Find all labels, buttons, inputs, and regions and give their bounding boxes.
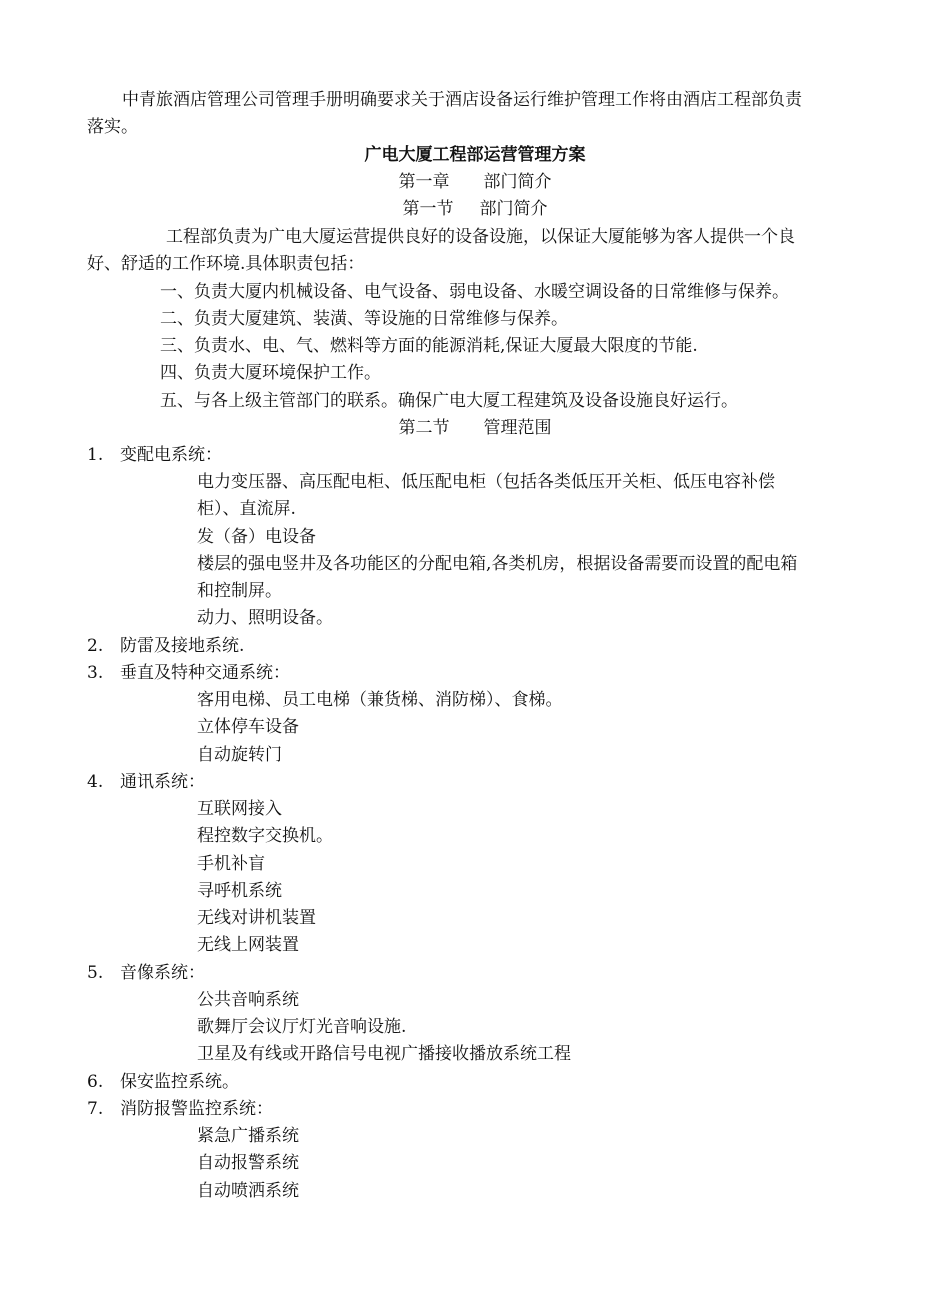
duty-item: 二、负责大厦建筑、装潢、等设施的日常维修与保养。 xyxy=(160,309,568,329)
section-1-para-line-2: 好、舒适的工作环境.具体职责包括： xyxy=(87,254,365,274)
sub-item: 客用电梯、员工电梯（兼货梯、消防梯）、食梯。 xyxy=(197,690,563,710)
section-2-heading xyxy=(0,418,950,440)
document-title: 广电大厦工程部运营管理方案 xyxy=(364,145,586,165)
list-item xyxy=(0,1099,950,1121)
section-1-para-line-1: 工程部负责为广电大厦运营提供良好的设备设施，以保证大厦能够为客人提供一个良 xyxy=(166,227,795,247)
sub-item: 柜）、直流屏. xyxy=(197,499,296,519)
duty-item: 一、负责大厦内机械设备、电气设备、弱电设备、水暖空调设备的日常维修与保养。 xyxy=(160,282,789,302)
list-item-title: 消防报警监控系统： xyxy=(120,1099,273,1119)
sub-item: 互联网接入 xyxy=(197,799,282,819)
list-item-title: 音像系统： xyxy=(120,963,205,983)
sub-item: 程控数字交换机。 xyxy=(197,826,333,846)
list-item-number: 5. xyxy=(87,963,104,983)
sub-item: 立体停车设备 xyxy=(197,717,299,737)
chapter-heading xyxy=(0,172,950,194)
sub-item: 无线上网装置 xyxy=(197,935,299,955)
list-item-title: 防雷及接地系统. xyxy=(120,636,245,656)
sub-item: 动力、照明设备。 xyxy=(197,608,333,628)
section-1-label: 第一节 xyxy=(402,199,454,219)
duty-item: 三、负责水、电、气、燃料等方面的能源消耗,保证大厦最大限度的节能. xyxy=(160,336,698,356)
list-item xyxy=(0,1072,950,1094)
list-item xyxy=(0,772,950,794)
list-item xyxy=(0,636,950,658)
intro-line-1: 中青旅酒店管理公司管理手册明确要求关于酒店设备运行维护管理工作将由酒店工程部负责 xyxy=(122,90,802,110)
list-item-title: 变配电系统： xyxy=(120,445,222,465)
list-item-title: 垂直及特种交通系统： xyxy=(120,663,290,683)
sub-item: 寻呼机系统 xyxy=(197,881,282,901)
duty-item: 五、与各上级主管部门的联系。确保广电大厦工程建筑及设备设施良好运行。 xyxy=(160,391,738,411)
sub-item: 卫星及有线或开路信号电视广播接收播放系统工程 xyxy=(197,1044,571,1064)
sub-item: 歌舞厅会议厅灯光音响设施. xyxy=(197,1017,407,1037)
sub-item: 自动报警系统 xyxy=(197,1153,299,1173)
section-2-label: 第二节 xyxy=(398,418,450,438)
list-item-number: 7. xyxy=(87,1099,104,1119)
section-1-heading xyxy=(0,199,950,221)
list-item-number: 4. xyxy=(87,772,104,792)
chapter-label: 第一章 xyxy=(398,172,450,192)
sub-item: 紧急广播系统 xyxy=(197,1126,299,1146)
list-item xyxy=(0,445,950,467)
sub-item: 楼层的强电竖井及各功能区的分配电箱,各类机房，根据设备需要而设置的配电箱 xyxy=(197,554,798,574)
list-item-title: 通讯系统： xyxy=(120,772,205,792)
sub-item: 发（备）电设备 xyxy=(197,527,316,547)
chapter-name: 部门简介 xyxy=(483,172,552,192)
sub-item: 无线对讲机装置 xyxy=(197,908,316,928)
sub-item: 自动喷洒系统 xyxy=(197,1181,299,1201)
sub-item: 和控制屏。 xyxy=(197,581,282,601)
sub-item: 手机补盲 xyxy=(197,854,265,874)
duty-item: 四、负责大厦环境保护工作。 xyxy=(160,363,381,383)
sub-item: 电力变压器、高压配电柜、低压配电柜（包括各类低压开关柜、低压电容补偿 xyxy=(197,472,775,492)
list-item-number: 2. xyxy=(87,636,104,656)
section-2-name: 管理范围 xyxy=(483,418,552,438)
sub-item: 公共音响系统 xyxy=(197,990,299,1010)
list-item xyxy=(0,663,950,685)
list-item-title: 保安监控系统。 xyxy=(120,1072,239,1092)
sub-item: 自动旋转门 xyxy=(197,745,282,765)
intro-line-2: 落实。 xyxy=(87,117,138,137)
list-item-number: 6. xyxy=(87,1072,104,1092)
section-1-name: 部门简介 xyxy=(479,199,548,219)
list-item xyxy=(0,963,950,985)
list-item-number: 3. xyxy=(87,663,104,683)
list-item-number: 1. xyxy=(87,445,104,465)
